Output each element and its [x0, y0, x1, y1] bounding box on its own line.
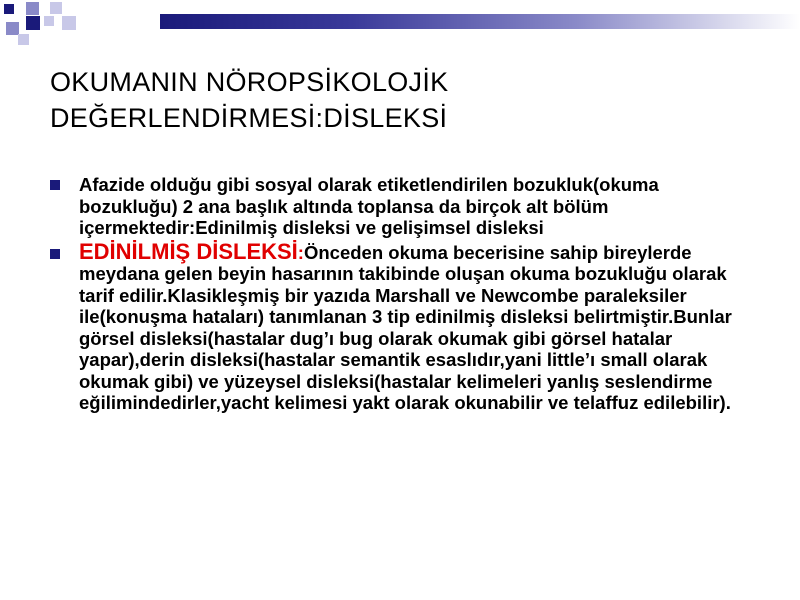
decorative-square: [50, 2, 62, 14]
decorative-square: [26, 16, 40, 30]
decorative-square: [4, 4, 14, 14]
header-decoration: [0, 0, 800, 50]
slide-title-line-1: OKUMANIN NÖROPSİKOLOJİK: [50, 67, 449, 97]
bullet-item: [50, 238, 750, 414]
bullet-list: [50, 174, 750, 414]
bullet-heading: EDİNİLMİŞ DİSLEKSİ: [79, 238, 298, 264]
square-bullet-icon: [50, 180, 60, 190]
slide-title: [50, 64, 770, 136]
decorative-square: [18, 34, 29, 45]
bullet-text: Önceden okuma becerisine sahip bireylerde meydana gelen beyin hasarının takibinde oluşan okuma bozukluğu olarak tarif edilir.Klasikleşmiş bir yazıda Marshall ve Newcombe paraleksiler ile(konuşma hataları) tanımlanan 3 tip edinilmiş disleksi belirtmiştir.Bunlar görsel disleksi(hastalar dug’ı bug olarak okumak gibi görsel hatalar yapar),derin disleksi(hastalar semantik esaslıdır,yani little’ı small olarak okumak gibi) ve yüzeysel disleksi(hastalar kelimeleri yanlış seslendirme eğilimindedirler,yacht kelimesi yakt olarak okunabilir ve telaffuz edilebilir).: [79, 241, 732, 413]
decorative-square: [26, 2, 39, 15]
header-gradient-bar: [160, 14, 800, 29]
bullet-item: [50, 174, 750, 239]
decorative-square: [44, 16, 54, 26]
bullet-text: Afazide olduğu gibi sosyal olarak etiketlendirilen bozukluk(okuma bozukluğu) 2 ana başlık altında toplansa da birçok alt bölüm içermektedir:Edinilmiş disleksi ve gelişimsel disleksi: [79, 174, 659, 238]
bullet-heading-colon: :: [297, 241, 304, 263]
slide-title-line-2: DEĞERLENDİRMESİ:DİSLEKSİ: [50, 103, 448, 133]
decorative-square: [62, 16, 76, 30]
square-bullet-icon: [50, 249, 60, 259]
